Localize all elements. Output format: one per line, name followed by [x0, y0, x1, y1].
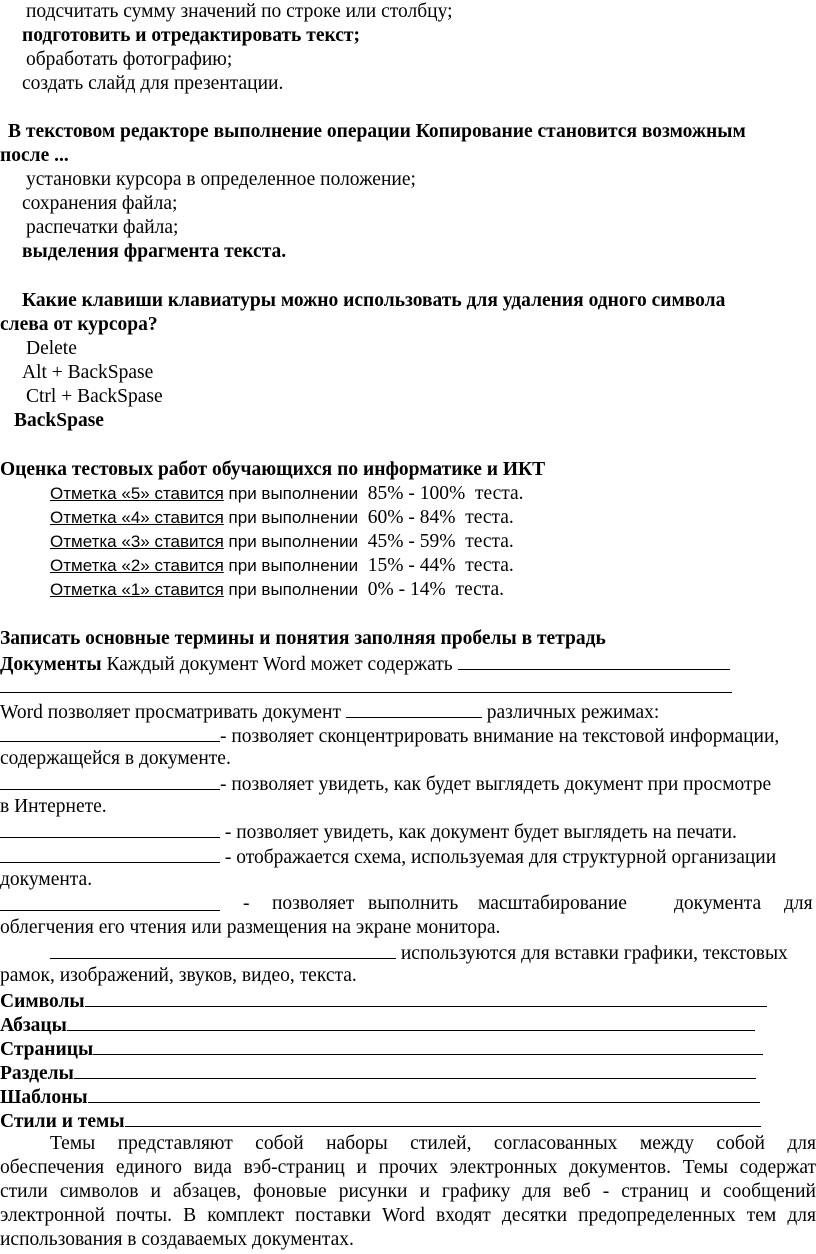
themes-line-3: стили символов и абзацев, фоновые рисунки и графику для веб - страниц и сообщений — [0, 1181, 816, 1202]
field-symbols — [0, 988, 767, 1014]
q2-question-line2: после ... — [0, 145, 69, 166]
mode2-a: - позволяет увидеть, как будет выглядеть документ при просмотре — [220, 774, 772, 795]
mode5-w: - — [243, 893, 250, 914]
word-views-line — [0, 699, 659, 725]
grading-row — [50, 554, 514, 578]
grading-mark: Отметка «5» ставится — [50, 484, 224, 503]
grading-mark: Отметка «4» ставится — [50, 508, 224, 527]
q3-option-1: Delete — [26, 338, 77, 359]
mode3-blank[interactable] — [0, 819, 220, 838]
grading-row — [50, 530, 514, 554]
field-blank[interactable] — [67, 1012, 755, 1031]
field-sections — [0, 1060, 756, 1086]
mode5-w: позволяет — [272, 893, 355, 914]
q2-option-2: сохранения файла; — [22, 193, 178, 214]
field-paragraphs — [0, 1012, 755, 1038]
field-pages — [0, 1036, 763, 1062]
q1-option-1: подсчитать сумму значений по строке или столбцу; — [26, 1, 453, 22]
field-label: Разделы — [0, 1063, 74, 1084]
grading-range: 45% - 59% теста. — [362, 531, 514, 552]
mode4-b: документа. — [0, 869, 93, 890]
mode2-line — [0, 771, 771, 797]
docs-label: Документы — [0, 654, 102, 675]
grading-cond: при выполнении — [223, 556, 363, 575]
grading-range: 85% - 100% теста. — [362, 483, 524, 504]
field-label: Страницы — [0, 1039, 94, 1060]
insert-blank[interactable] — [50, 940, 396, 959]
grading-cond: при выполнении — [223, 484, 363, 503]
mode3-line — [0, 819, 737, 845]
grading-range: 0% - 14% теста. — [362, 579, 505, 600]
themes-line-4: электронной почты. В комплект поставки Word входят десятки предопределенных тем для — [0, 1205, 816, 1226]
mode5-b: облегчения его чтения или размещения на экране монитора. — [0, 917, 501, 938]
docs-blank[interactable] — [458, 651, 730, 670]
grading-range: 60% - 84% теста. — [362, 507, 514, 528]
q2-option-4-correct: выделения фрагмента текста. — [22, 241, 287, 262]
field-blank[interactable] — [74, 1060, 756, 1079]
word-views-a: Word позволяет просматривать документ — [0, 702, 346, 723]
q3-option-2: Alt + BackSpase — [22, 362, 154, 383]
docs-text: Каждый документ Word может содержать — [101, 654, 458, 675]
q1-option-4: создать слайд для презентации. — [22, 73, 284, 94]
q2-question-line1: В текстовом редакторе выполнение операции Копирование становится возможным — [8, 121, 746, 142]
grading-row — [50, 506, 514, 530]
mode1-b: содержащейся в документе. — [0, 748, 231, 769]
q3-option-3: Ctrl + BackSpase — [26, 386, 163, 407]
insert-a: используются для вставки графики, текстовых — [396, 943, 788, 964]
mode1-a: - позволяет сконцентрировать внимание на текстовой информации, — [220, 726, 780, 747]
mode5-w: масштабирование — [478, 893, 627, 914]
grading-row — [50, 482, 524, 506]
insert-b: рамок, изображений, звуков, видео, текста. — [0, 965, 357, 986]
mode1-blank[interactable] — [0, 723, 220, 742]
field-styles-themes — [0, 1108, 761, 1134]
grading-mark: Отметка «3» ставится — [50, 532, 224, 551]
mode5-line — [0, 892, 816, 918]
q3-question-line2: слева от курсора? — [0, 314, 158, 335]
insert-line — [50, 940, 788, 966]
mode5-w: выполнить — [368, 893, 459, 914]
mode5-blank[interactable] — [0, 892, 220, 911]
mode2-b: в Интернете. — [0, 796, 107, 817]
grading-cond: при выполнении — [223, 580, 363, 599]
grading-title: Оценка тестовых работ обучающихся по информатике и ИКТ — [0, 459, 546, 480]
grading-range: 15% - 44% теста. — [362, 555, 514, 576]
mode5-w: документа — [674, 893, 762, 914]
field-label: Абзацы — [0, 1015, 67, 1036]
q1-option-2-correct: подготовить и отредактировать текст; — [22, 25, 360, 46]
word-views-blank[interactable] — [346, 699, 482, 718]
word-views-b: различных режимах: — [481, 702, 660, 723]
field-templates — [0, 1084, 760, 1110]
mode4-a: - отображается схема, используемая для структурной организации — [220, 847, 777, 868]
docs-line — [0, 651, 730, 677]
mode4-line — [0, 844, 776, 870]
field-blank[interactable] — [93, 1036, 763, 1055]
field-label: Шаблоны — [0, 1087, 88, 1108]
q1-option-3: обработать фотографию; — [26, 49, 233, 70]
themes-line-1: Темы представляют собой наборы стилей, согласованных между собой для — [50, 1133, 816, 1154]
themes-line-5: использования в создаваемых документах. — [0, 1229, 354, 1250]
mode1-line — [0, 723, 779, 749]
themes-line-2: обеспечения единого вида вэб-страниц и прочих электронных документов. Темы содержат — [0, 1157, 816, 1178]
grading-mark: Отметка «1» ставится — [50, 580, 224, 599]
mode3-text: - позволяет увидеть, как документ будет выглядеть на печати. — [220, 822, 737, 843]
grading-mark: Отметка «2» ставится — [50, 556, 224, 575]
q3-option-4-correct: BackSpase — [14, 410, 104, 431]
q3-question-line1: Какие клавиши клавиатуры можно использовать для удаления одного символа — [22, 290, 726, 311]
grading-cond: при выполнении — [223, 508, 363, 527]
field-blank[interactable] — [85, 988, 767, 1007]
field-label: Стили и темы — [0, 1111, 125, 1132]
mode2-blank[interactable] — [0, 771, 220, 790]
q2-option-3: распечатки файла; — [26, 217, 179, 238]
docs-blank-line2[interactable] — [0, 692, 732, 693]
q2-option-1: установки курсора в определенное положение; — [26, 169, 416, 190]
grading-row — [50, 578, 504, 602]
field-label: Символы — [0, 991, 85, 1012]
field-blank[interactable] — [88, 1084, 760, 1103]
grading-cond: при выполнении — [223, 532, 363, 551]
terms-title: Записать основные термины и понятия заполняя пробелы в тетрадь — [0, 628, 606, 649]
field-blank[interactable] — [125, 1108, 761, 1127]
mode4-blank[interactable] — [0, 844, 220, 863]
mode5-w: для — [784, 893, 813, 914]
